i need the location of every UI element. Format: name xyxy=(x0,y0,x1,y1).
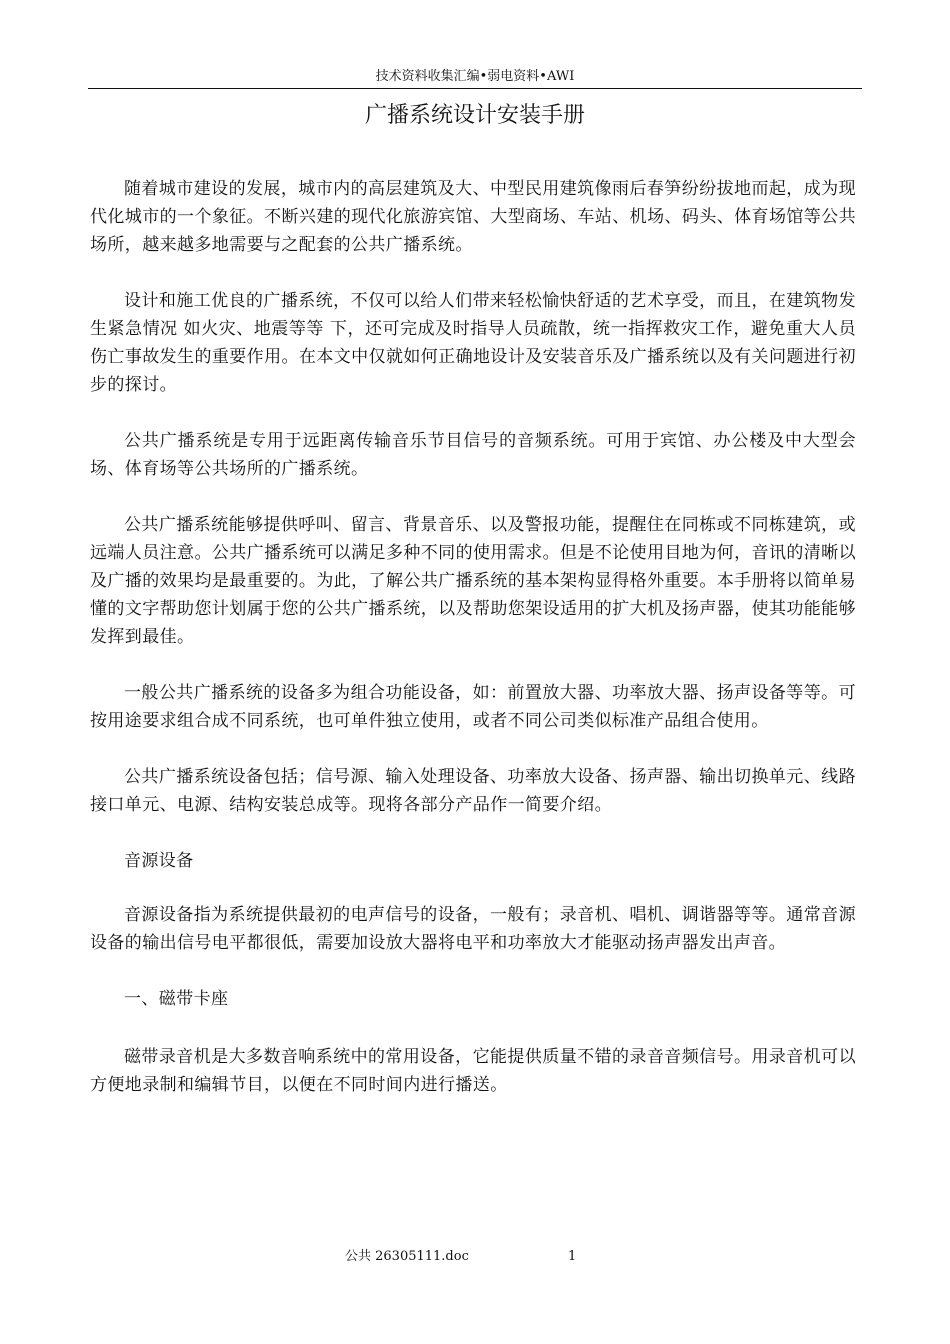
paragraph-definition: 公共广播系统是专用于远距离传输音乐节目信号的音频系统。可用于宾馆、办公楼及中大型会场、体育场等公共场所的广播系统。 xyxy=(90,431,856,479)
paragraph-functions: 公共广播系统能够提供呼叫、留言、背景音乐、以及警报功能，提醒住在同栋或不同栋建筑，或远端人员注意。公共广播系统可以满足多种不同的使用需求。但是不论使用目地为何，音讯的清晰以及广播的效果均是最重要的。为此，了解公共广播系统的基本架构显得格外重要。本手册将以简单易懂的文字帮助您计划属于您的公共广播系统，以及帮助您架设适用的扩大机及扬声器，使其功能能够发挥到最佳。 xyxy=(90,515,856,647)
paragraph-audio-source: 音源设备指为系统提供最初的电声信号的设备，一般有；录音机、唱机、调谐器等等。通常音源设备的输出信号电平都很低，需要加设放大器将电平和功率放大才能驱动扬声器发出声音。 xyxy=(90,905,856,953)
footer-page-number: 1 xyxy=(568,1249,577,1264)
document-body xyxy=(90,175,856,1127)
running-header: 技术资料收集汇编•弱电资料•AWI xyxy=(375,69,575,84)
paragraph-cassette-deck: 磁带录音机是大多数音响系统中的常用设备，它能提供质量不错的录音音频信号。用录音机可以方便地录制和编辑节目，以便在不同时间内进行播送。 xyxy=(90,1047,856,1095)
header-rule xyxy=(88,88,862,89)
paragraph-equipment-list: 公共广播系统设备包括；信号源、输入处理设备、功率放大设备、扬声器、输出切换单元、线路接口单元、电源、结构安装总成等。现将各部分产品作一简要介绍。 xyxy=(90,767,856,815)
paragraph-design: 设计和施工优良的广播系统，不仅可以给人们带来轻松愉快舒适的艺术享受，而且，在建筑物发生紧急情况 如火灾、地震等等 下，还可完成及时指导人员疏散，统一指挥救灾工作，避免重大人员伤亡事故发生的重要作用。在本文中仅就如何正确地设计及安装音乐及广播系统以及有关问题进行初步的探讨。 xyxy=(90,291,856,395)
section-heading-audio-source: 音源设备 xyxy=(124,851,194,871)
footer-filename: 公共 26305111.doc xyxy=(345,1249,469,1264)
section-heading-cassette-deck: 一、磁带卡座 xyxy=(124,989,229,1009)
paragraph-intro: 随着城市建设的发展，城市内的高层建筑及大、中型民用建筑像雨后春笋纷纷拔地而起，成为现代化城市的一个象征。不断兴建的现代化旅游宾馆、大型商场、车站、机场、码头、体育场馆等公共场所，越来越多地需要与之配套的公共广播系统。 xyxy=(90,179,856,255)
document-title: 广播系统设计安装手册 xyxy=(364,103,585,128)
paragraph-equipment-general: 一般公共广播系统的设备多为组合功能设备，如：前置放大器、功率放大器、扬声设备等等。可按用途要求组合成不同系统，也可单件独立使用，或者不同公司类似标准产品组合使用。 xyxy=(90,683,856,731)
